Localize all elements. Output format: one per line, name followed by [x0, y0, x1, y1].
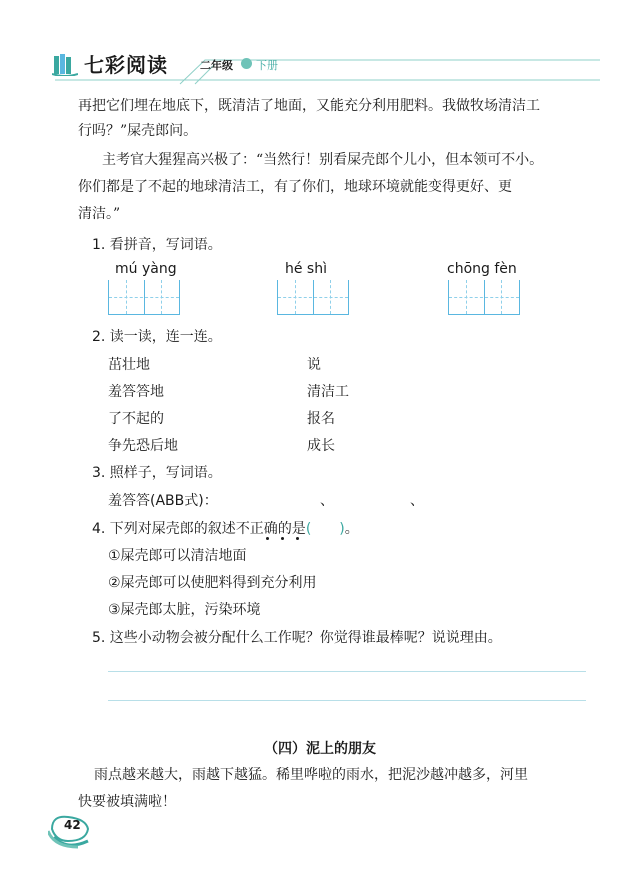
q4-text-before: 4. 下列对屎壳郎的叙述 [92, 521, 236, 537]
separator: 、 [320, 493, 334, 509]
question-3-label: 3. 照样子，写词语。 [92, 465, 222, 481]
series-title: 七彩阅读 [84, 53, 168, 77]
pinyin-1: mú yàng [115, 261, 177, 277]
writing-grid-3[interactable] [448, 280, 520, 315]
q4-end: 。 [344, 521, 359, 537]
passage-line: 清洁。” [78, 206, 121, 222]
passage-line: 行吗？”屎壳郎问。 [78, 123, 198, 139]
match-left-item[interactable]: 争先恐后地 [108, 438, 178, 454]
separator: 、 [410, 493, 424, 509]
answer-line[interactable] [108, 671, 586, 672]
match-right-item[interactable]: 成长 [307, 438, 335, 454]
grade-dot-icon [241, 58, 252, 69]
passage-line: 主考官大猩猩高兴极了：“当然行！别看屎壳郎个儿小，但本领可不小。 [102, 152, 544, 168]
question-1-label: 1. 看拼音，写词语。 [92, 237, 222, 253]
writing-grid-2[interactable] [277, 280, 349, 315]
section-title: （四）泥上的朋友 [264, 741, 376, 757]
question-5-label: 5. 这些小动物会被分配什么工作呢？你觉得谁最棒呢？说说理由。 [92, 630, 502, 646]
match-right-item[interactable]: 清洁工 [307, 384, 349, 400]
emphasis-dots [262, 537, 304, 543]
question-4-label [92, 518, 359, 538]
pinyin-2: hé shì [285, 261, 327, 277]
book-logo-icon [52, 52, 78, 76]
answer-line[interactable] [108, 700, 586, 701]
q4-text-after: 的是 [277, 521, 306, 537]
page-number: 42 [64, 818, 81, 832]
option-2[interactable]: ②屎壳郎可以使肥料得到充分利用 [108, 575, 317, 591]
abb-example: 羞答答(ABB式)： [108, 493, 218, 509]
match-left-item[interactable]: 羞答答地 [108, 384, 164, 400]
writing-grid-1[interactable] [108, 280, 180, 315]
term-label: 下册 [256, 59, 278, 72]
option-3[interactable]: ③屎壳郎太脏，污染环境 [108, 602, 261, 618]
question-2-label: 2. 读一读，连一连。 [92, 329, 222, 345]
option-1[interactable]: ①屎壳郎可以清洁地面 [108, 548, 247, 564]
match-left-item[interactable]: 茁壮地 [108, 357, 150, 373]
match-right-item[interactable]: 说 [307, 357, 321, 373]
passage-line: 雨点越来越大，雨越下越猛。稀里哗啦的雨水，把泥沙越冲越多，河里 [94, 767, 528, 783]
grade-label: 二年级 [200, 59, 233, 72]
match-right-item[interactable]: 报名 [307, 411, 335, 427]
match-left-item[interactable]: 了不起的 [108, 411, 164, 427]
passage-line: 你们都是了不起的地球清洁工，有了你们，地球环境就能变得更好、更 [78, 179, 512, 195]
q4-emphasis: 不正确 [235, 521, 278, 537]
pinyin-3: chōng fèn [447, 261, 517, 277]
passage-line: 再把它们埋在地底下，既清洁了地面，又能充分利用肥料。我做牧场清洁工 [78, 98, 540, 114]
answer-parentheses[interactable]: ( ) [305, 521, 345, 537]
passage-line: 快要被填满啦！ [78, 794, 176, 810]
